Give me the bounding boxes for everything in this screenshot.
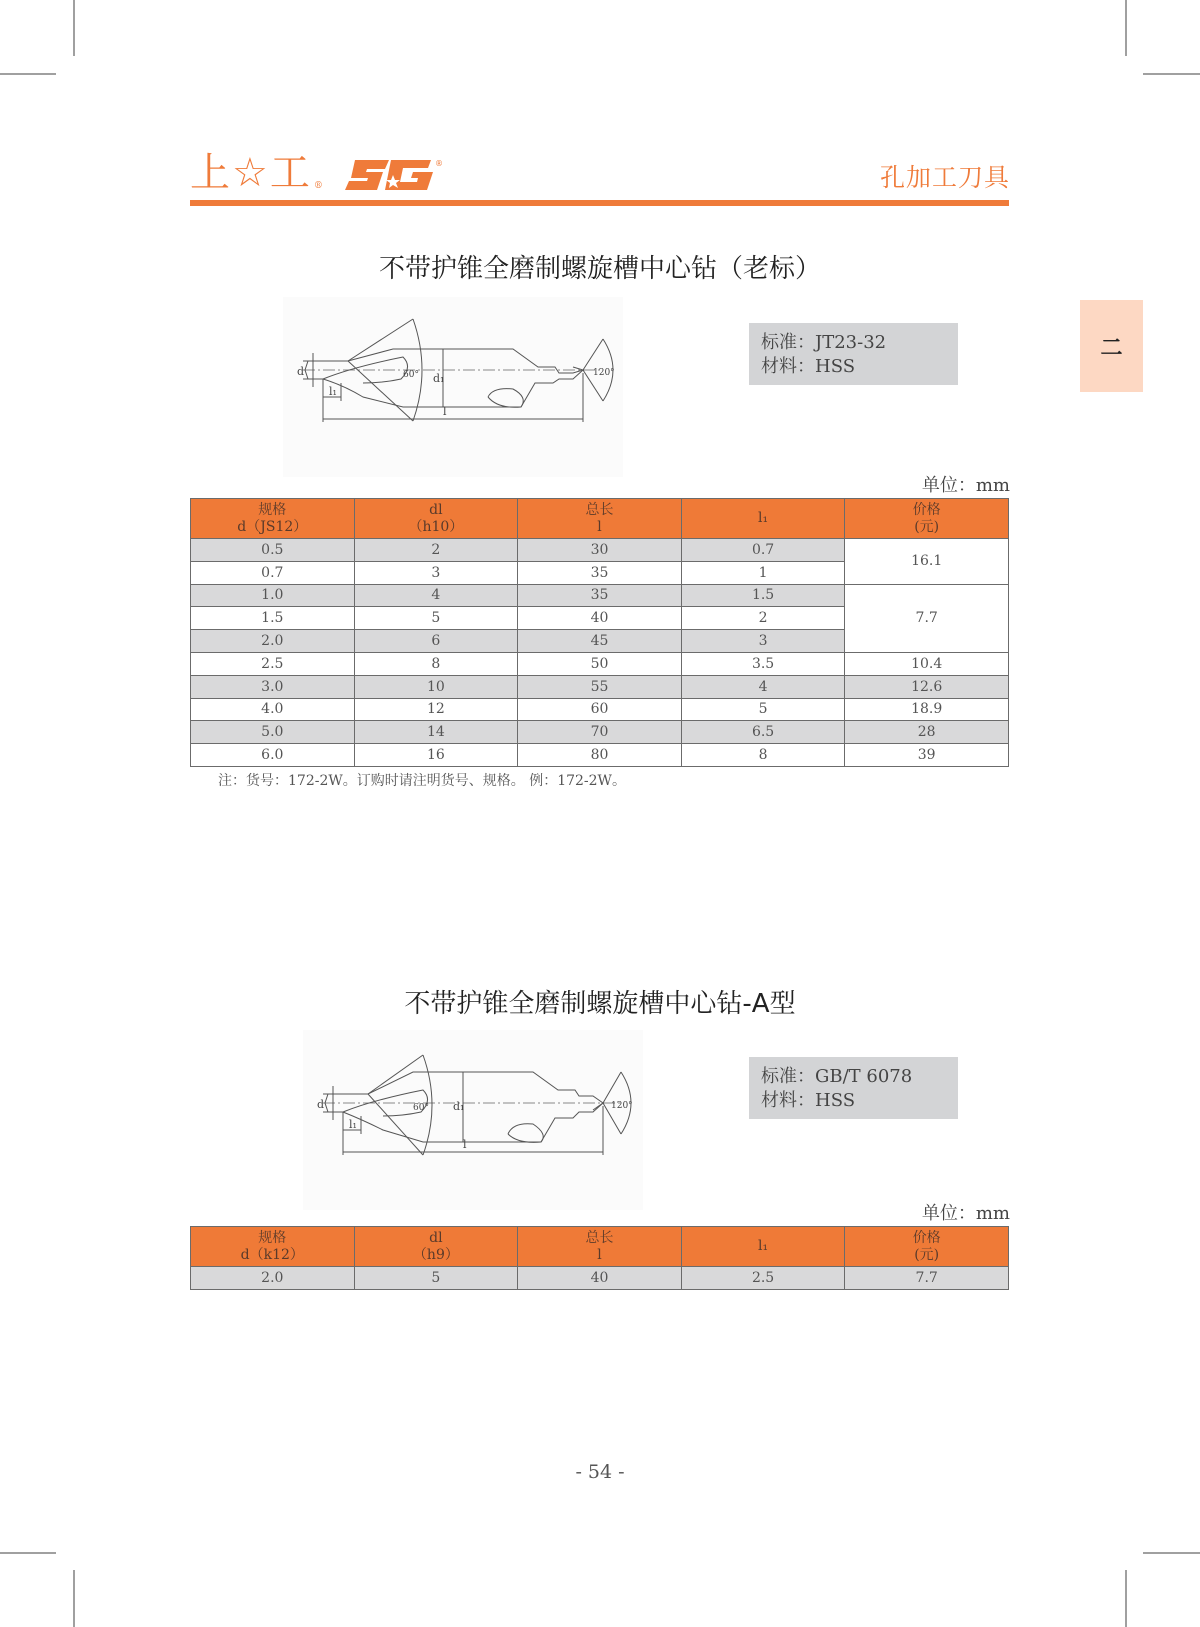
material-label: 材料：HSS (761, 356, 856, 377)
section-title: 不带护锥全磨制螺旋槽中心钻-A型 (404, 989, 796, 1019)
table-row: 4.0 12 60 5 18.9 (191, 698, 1009, 721)
table-row: 0.7 3 35 1 (191, 561, 1009, 584)
svg-text:120°: 120° (593, 368, 615, 378)
crop-mark (0, 73, 56, 75)
svg-text:l₁: l₁ (349, 1118, 357, 1131)
crop-mark (0, 1552, 56, 1554)
standard-label: 标准：GB/T 6078 (761, 1066, 913, 1087)
registered-mark: ® (313, 181, 323, 191)
table-row: 3.0 10 55 4 12.6 (191, 675, 1009, 698)
table-row: 6.0 16 80 8 39 (191, 744, 1009, 767)
svg-text:®: ® (434, 159, 443, 168)
svg-text:l: l (443, 405, 447, 418)
table-row: 1.0 4 35 1.5 7.7 (191, 584, 1009, 607)
header-price: 价格 (元) (845, 1227, 1009, 1267)
table-row: 2.5 8 50 3.5 10.4 (191, 652, 1009, 675)
svg-text:d: d (297, 365, 305, 378)
crop-mark (73, 1570, 75, 1627)
table-row: 0.5 2 30 0.7 16.1 (191, 539, 1009, 562)
spec-box (749, 1057, 958, 1119)
svg-text:l₁: l₁ (329, 385, 337, 398)
crop-mark (1143, 1552, 1200, 1554)
header-price: 价格 (元) (845, 499, 1009, 539)
header-d1: dl （h10） (354, 499, 518, 539)
chapter-tab (1080, 300, 1143, 392)
table-row: 1.5 5 40 2 (191, 607, 1009, 630)
sg-logo-icon (345, 157, 445, 193)
svg-text:d: d (317, 1098, 325, 1111)
crop-mark (1143, 73, 1200, 75)
header-total-length: 总长 l (518, 499, 682, 539)
unit-label: 单位：mm (921, 475, 1010, 496)
category-title: 孔加工刀具 (879, 163, 1010, 192)
price-cell: 16.1 (845, 539, 1009, 585)
chapter-tab-label: 二 (1100, 335, 1123, 361)
crop-mark (73, 0, 75, 56)
drill-diagram (283, 297, 623, 477)
svg-text:60°: 60° (413, 1103, 429, 1113)
unit-label: 单位：mm (921, 1203, 1010, 1224)
logo-chinese: 上☆工 (190, 150, 312, 196)
svg-text:120°: 120° (611, 1101, 633, 1111)
table-row: 2.0 6 45 3 (191, 630, 1009, 653)
brand-logo (190, 148, 445, 196)
spec-table (190, 1226, 1009, 1290)
header-d1: dl （h9） (354, 1227, 518, 1267)
spec-box (749, 323, 958, 385)
price-cell: 7.7 (845, 584, 1009, 652)
standard-label: 标准：JT23-32 (761, 332, 887, 353)
svg-text:d₁: d₁ (433, 372, 445, 385)
svg-text:d₁: d₁ (453, 1100, 465, 1113)
spec-table (190, 498, 1009, 767)
header-size: 规格 d（k12） (191, 1227, 355, 1267)
svg-text:60°: 60° (403, 370, 419, 380)
header-l1: l₁ (681, 1227, 845, 1267)
page-number: - 54 - (575, 1461, 625, 1483)
svg-text:l: l (463, 1138, 467, 1151)
drill-diagram (303, 1030, 643, 1210)
header-total-length: 总长 l (518, 1227, 682, 1267)
header-divider (190, 200, 1009, 206)
table-row: 2.0 5 40 2.5 7.7 (191, 1267, 1009, 1290)
table-row: 5.0 14 70 6.5 28 (191, 721, 1009, 744)
section-title: 不带护锥全磨制螺旋槽中心钻（老标） (378, 254, 821, 284)
header-l1: l₁ (681, 499, 845, 539)
order-note: 注：货号：172-2W。订购时请注明货号、规格。 例：172-2W。 (218, 773, 626, 789)
crop-mark (1125, 0, 1127, 56)
material-label: 材料：HSS (761, 1090, 856, 1111)
crop-mark (1125, 1570, 1127, 1627)
header-size: 规格 d（JS12） (191, 499, 355, 539)
